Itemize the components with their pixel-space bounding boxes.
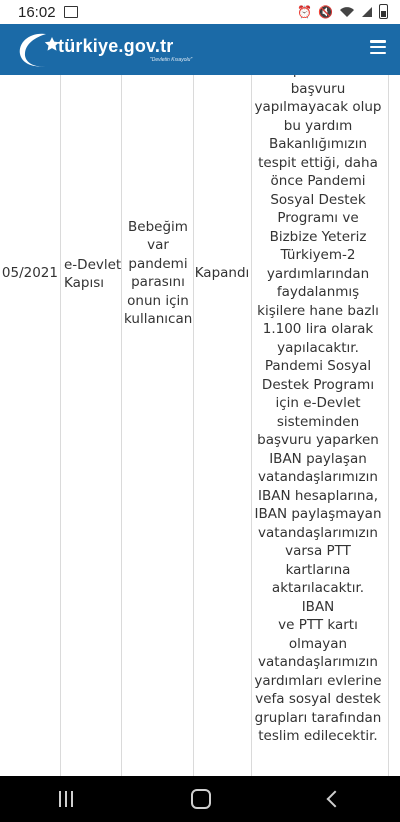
column-divider [193,24,194,776]
wifi-icon [339,6,355,18]
description-line: vatandaşlarımızın [258,469,378,485]
recents-icon[interactable] [59,791,73,807]
description-line: Programı ve [277,210,359,226]
description-line: kişilere hane bazlı [257,302,379,319]
column-divider [388,24,389,776]
mute-icon: 🔇 [318,4,333,19]
status-time: 16:02 [18,4,56,21]
description-line: yardımları evlerine [254,672,382,689]
description-line: grupları tarafından [254,709,382,726]
description-line: kartlarına [285,561,351,578]
description-line: aktarılacaktır. IBAN [271,580,365,615]
cell-reason: Bebeğim var pandemi parasını onun için kullanıcan [124,219,193,328]
description-line: varsa PTT [285,543,351,559]
column-divider [251,24,252,776]
signal-icon [361,6,373,18]
logo-tagline: "Devletin Kısayolu" [150,57,193,63]
description-line: faydalanmış [276,284,360,300]
description-line: yapılacaktır. [277,339,359,356]
description-line: teslim edilecektir. [258,728,378,744]
description-line: IBAN paylaşan [269,450,367,467]
description-line: 1.100 lira olarak [262,321,374,337]
hamburger-menu-icon[interactable] [370,40,386,54]
description-line: önce Pandemi [270,173,366,189]
description-line: yardımlarından [266,265,370,282]
description-line: Bakanlığımızın [268,136,368,152]
description-line: bu yardım [283,117,353,134]
alarm-icon: ⏰ [297,4,313,19]
description-line: tespit ettiği, daha [258,154,378,171]
gallery-icon [64,6,78,18]
description-line: sisteminden [276,413,360,430]
description-line: başvuru yaparken [257,432,379,448]
description-line: IBAN hesaplarına, [257,487,379,504]
description-line: Destek Programı [261,376,375,393]
system-nav-bar [0,776,400,822]
description-line: Türkiyem-2 [280,247,356,263]
status-icons [297,4,388,19]
cell-date: 05/2021 [1,265,58,281]
description-line: Pandemi Sosyal [264,358,372,374]
cell-description [254,24,382,746]
cell-channel: e-Devlet Kapısı [64,257,122,292]
description-line: Bizbize Yeteriz [269,228,367,245]
description-line: ve PTT kartı [278,617,358,633]
cell-status: Kapandı [194,265,250,281]
description-line: için e-Devlet [275,395,361,411]
site-header [0,24,400,75]
description-line: IBAN paylaşmayan [254,506,382,522]
complaint-table [0,24,400,776]
logo-text[interactable]: türkiye.gov.tr [58,36,174,56]
description-line: vatandaşlarımızın [258,524,378,541]
description-line: olmayan [288,635,348,652]
description-line: başvuru [290,80,346,97]
description-line: yapılmayacak olup [254,99,382,115]
battery-icon [379,4,388,19]
home-icon[interactable] [191,789,211,809]
column-divider [60,24,61,776]
back-icon[interactable] [327,791,344,808]
description-line: vatandaşlarımızın [258,654,378,670]
column-divider [121,24,122,776]
description-line: vefa sosyal destek [255,691,381,707]
description-line: Sosyal Destek [270,191,366,208]
status-bar [0,0,400,24]
